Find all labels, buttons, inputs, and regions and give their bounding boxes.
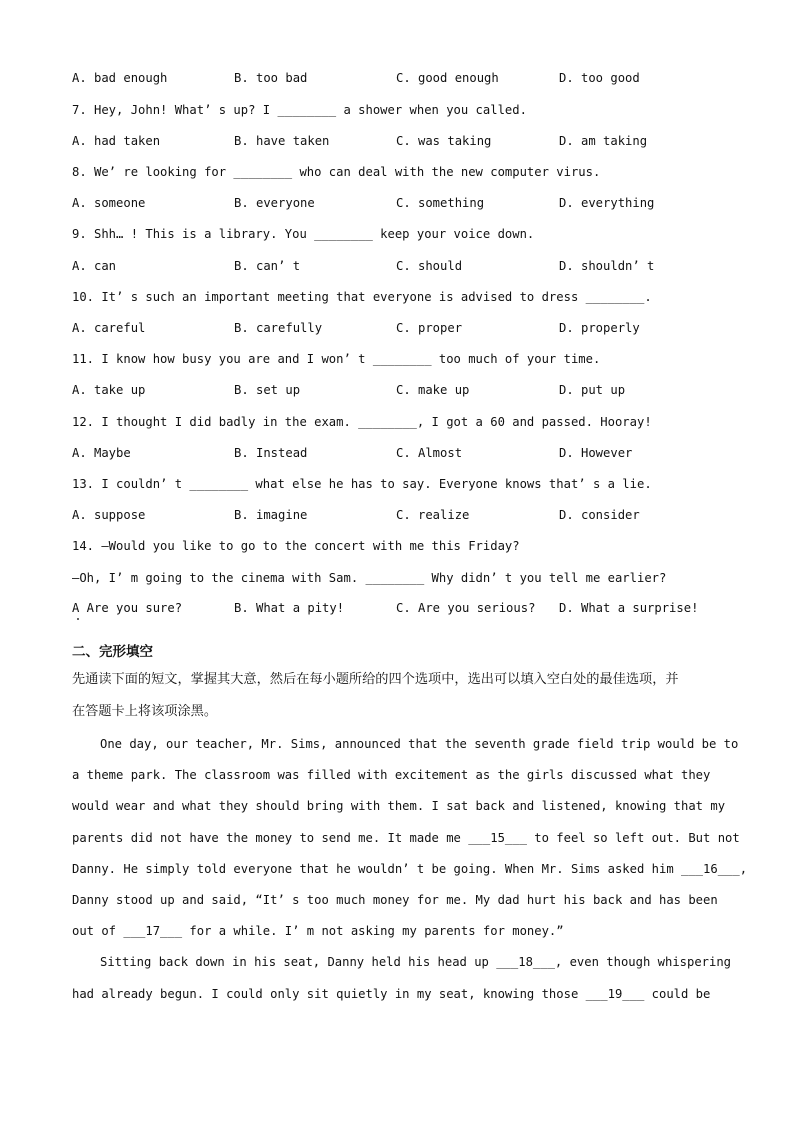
option-a: A. suppose [72,508,146,522]
dialogue-reply: —Oh, I’ m going to the cinema with Sam. ________ Why didn’ t you tell me earlier? [72,571,667,585]
option-b: B. Instead [234,446,308,460]
question-text: 11. I know how busy you are and I won’ t ________ too much of your time. [72,352,601,366]
q13-stem [72,474,722,494]
option-d: D. put up [559,383,626,397]
option-d: D. However [559,446,633,460]
option-b: B. carefully [234,321,323,335]
q14-stem [72,536,722,556]
q7-options [72,131,722,151]
option-c: C. Almost [396,446,463,460]
passage-line: a theme park. The classroom was filled with excitement as the girls discussed what they [72,768,711,782]
section-title: 二、完形填空 [72,644,153,660]
q9-options [72,256,722,276]
passage-line: would wear and what they should bring with them. I sat back and listened, knowing that my [72,799,726,813]
passage-line: One day, our teacher, Mr. Sims, announced that the seventh grade field trip would be to [100,737,739,751]
option-d: D. consider [559,508,640,522]
q8-options [72,193,722,213]
option-c: C. realize [396,508,470,522]
option-d: D. too good [559,71,640,85]
option-c: C. Are you serious? [396,601,536,615]
q6-options [72,68,722,88]
q12-options [72,443,722,463]
option-b: B. What a pity! [234,601,345,615]
option-d: D. properly [559,321,640,335]
option-c: C. make up [396,383,470,397]
section-instruction-line-2: 在答题卡上将该项涂黑。 [72,704,218,719]
q12-stem [72,412,722,432]
passage-line: out of ___17___ for a while. I’ m not asking my parents for money.” [72,924,564,938]
passage-line: Danny stood up and said, “It’ s too much money for me. My dad hurt his back and has been [72,893,718,907]
option-c: C. proper [396,321,463,335]
option-d: D. am taking [559,134,648,148]
option-a: A. bad enough [72,71,168,85]
option-a: A Are you sure? [72,601,183,615]
passage-line: had already begun. I could only sit quietly in my seat, knowing those ___19___ could be [72,987,711,1001]
question-text: 13. I couldn’ t ________ what else he has to say. Everyone knows that’ s a lie. [72,477,652,491]
q11-options [72,380,722,400]
option-a: A. take up [72,383,146,397]
q14-options [72,598,722,618]
option-c: C. was taking [396,134,492,148]
option-c: C. good enough [396,71,499,85]
question-text: 12. I thought I did badly in the exam. ________, I got a 60 and passed. Hooray! [72,415,652,429]
question-text: 7. Hey, John! What’ s up? I ________ a shower when you called. [72,103,527,117]
option-a: A. someone [72,196,146,210]
q13-options [72,505,722,525]
passage-line: Sitting back down in his seat, Danny held his head up ___18___, even though whispering [100,955,732,969]
option-a: A. had taken [72,134,161,148]
q8-stem [72,162,722,182]
option-b: B. too bad [234,71,308,85]
option-a: A. careful [72,321,146,335]
q10-options [72,318,722,338]
option-a: A. can [72,259,117,273]
option-b: B. set up [234,383,301,397]
question-text: 10. It’ s such an important meeting that everyone is advised to dress ________. [72,290,652,304]
option-d: D. everything [559,196,655,210]
passage-line: parents did not have the money to send me. It made me ___15___ to feel so left out. But not [72,831,740,845]
q11-stem [72,349,722,369]
question-text: 9. Shh… ! This is a library. You ________ keep your voice down. [72,227,535,241]
option-d: D. shouldn’ t [559,259,655,273]
option-c: C. something [396,196,485,210]
passage-line: Danny. He simply told everyone that he wouldn’ t be going. When Mr. Sims asked him ___16___, [72,862,748,876]
q9-stem [72,224,722,244]
option-c: C. should [396,259,463,273]
q7-stem [72,100,722,120]
stray-mark [77,618,79,620]
option-a: A. Maybe [72,446,131,460]
option-b: B. imagine [234,508,308,522]
q10-stem [72,287,722,307]
option-b: B. everyone [234,196,315,210]
section-instruction-line-1: 先通读下面的短文，掌握其大意，然后在每小题所给的四个选项中，选出可以填入空白处的最佳选项，并 [72,672,679,687]
q14-reply [72,568,722,588]
question-text: 8. We’ re looking for ________ who can deal with the new computer virus. [72,165,601,179]
question-text: 14. —Would you like to go to the concert with me this Friday? [72,539,520,553]
option-b: B. have taken [234,134,330,148]
option-d: D. What a surprise! [559,601,699,615]
option-b: B. can’ t [234,259,301,273]
